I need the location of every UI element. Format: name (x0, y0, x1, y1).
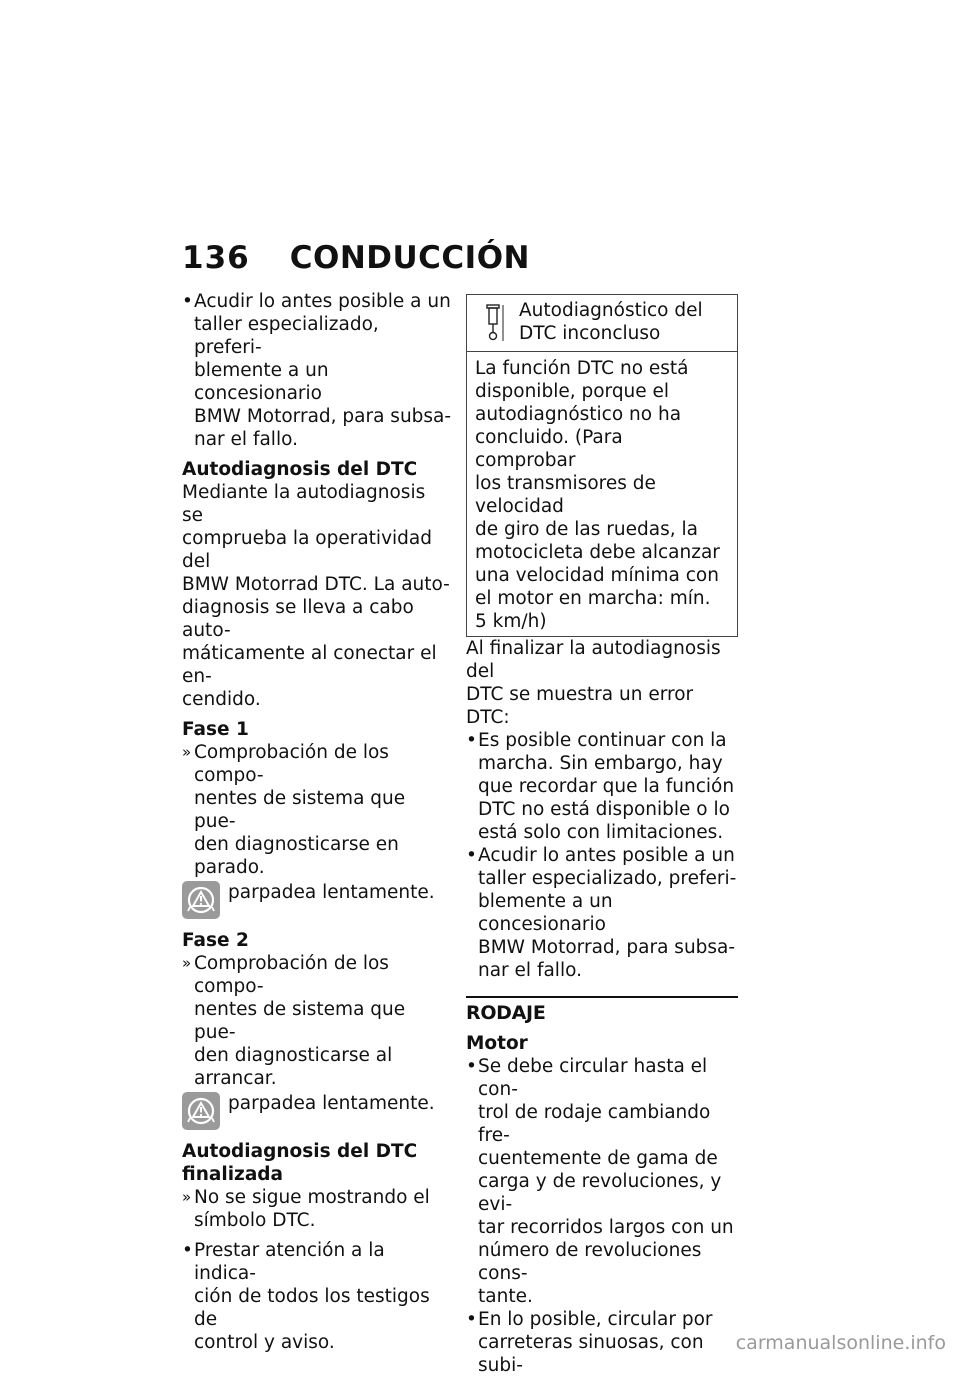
list-item: • Acudir lo antes posible a un taller especializado, preferi- blemente a un concesionario BMW Motorrad, para subsa- nar el fallo. (182, 291, 452, 450)
after-box-paragraph: Al finalizar la autodiagnosis del DTC se muestra un error DTC: (466, 638, 721, 728)
watermark: carmanualsonline.info (735, 1332, 946, 1354)
bullet-marker: • (466, 845, 477, 866)
list-item: • Prestar atención a la indica- ción de todos los testigos de control y aviso. (182, 1240, 430, 1353)
dtc-warning-lamp-icon (182, 881, 220, 919)
result-marker: » (182, 743, 192, 761)
info-box-header (467, 295, 737, 352)
motor-heading: Motor (466, 1033, 528, 1054)
lamp-text: parpadea lentamente. (228, 882, 435, 903)
final-heading: Autodiagnosis del DTC finalizada (182, 1141, 418, 1185)
page-header (182, 240, 530, 276)
bullet-marker: • (182, 1240, 193, 1261)
diagnostic-probe-icon (483, 303, 505, 343)
dtc-paragraph: Mediante la autodiagnosis se comprueba la operatividad del BMW Motorrad DTC. La auto- diagnosis se lleva a cabo auto- máticamente al conectar el en- cendido. (182, 482, 450, 710)
info-box-title: Autodiagnóstico del DTC inconcluso (519, 300, 703, 344)
dtc-warning-lamp-icon (182, 1092, 220, 1130)
list-item: • Es posible continuar con la marcha. Sin embargo, hay que recordar que la función DTC no está disponible o lo está solo con limitaciones. (466, 730, 735, 843)
section-divider (466, 996, 738, 1025)
lamp-row (182, 1092, 452, 1130)
list-item: • Se debe circular hasta el con- trol de rodaje cambiando fre- cuentemente de gama de carga y de revoluciones, y evi- tar recorridos largos con un número de revoluciones cons- tante. (466, 1056, 734, 1307)
list-item: » Comprobación de los compo- nentes de sistema que pue- den diagnosticarse en parado. (182, 742, 406, 878)
right-column (466, 294, 738, 1377)
left-column (182, 290, 452, 1354)
bullet-marker: • (466, 730, 477, 751)
info-box (466, 294, 738, 637)
result-marker: » (182, 954, 192, 972)
lamp-row (182, 881, 452, 919)
chapter-title: CONDUCCIÓN (289, 240, 531, 276)
bullet-marker: • (182, 291, 193, 312)
result-marker: » (182, 1188, 192, 1206)
fase1-heading: Fase 1 (182, 719, 249, 740)
page-number: 136 (182, 240, 250, 276)
bullet-marker: • (466, 1056, 477, 1077)
section-title: RODAJE (466, 1002, 546, 1024)
bullet-marker: • (466, 1309, 477, 1330)
list-item: » No se sigue mostrando el símbolo DTC. (182, 1187, 430, 1231)
lamp-text: parpadea lentamente. (228, 1093, 435, 1114)
list-item: • Acudir lo antes posible a un taller especializado, preferi- blemente a un concesionario BMW Motorrad, para subsa- nar el fallo. (466, 845, 737, 981)
list-item: » Comprobación de los compo- nentes de sistema que pue- den diagnosticarse al arrancar. (182, 953, 406, 1089)
dtc-heading: Autodiagnosis del DTC (182, 459, 418, 480)
fase2-heading: Fase 2 (182, 930, 249, 951)
list-item: • En lo posible, circular por carreteras sinuosas, con subi- (466, 1309, 713, 1376)
info-box-body: La función DTC no está disponible, porque el autodiagnóstico no ha concluido. (Para comprobar los transmisores de velocidad de giro de las ruedas, la motocicleta debe alcanzar una velocidad mínima con el motor en marcha: mín. 5 km/h) (475, 358, 720, 632)
